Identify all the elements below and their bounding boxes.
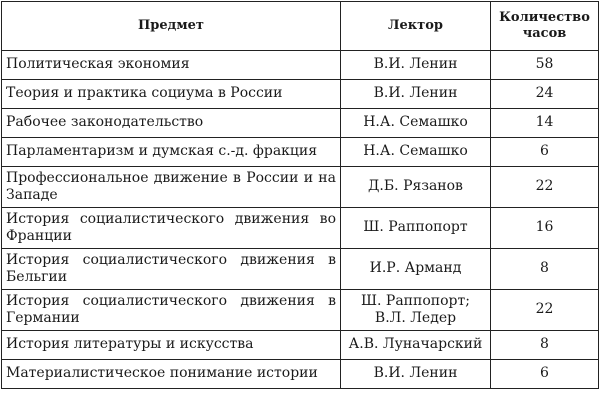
cell-lecturer xyxy=(341,360,491,389)
cell-subject: Парламентаризм и думская с.-д. фракция xyxy=(2,138,341,167)
cell-lecturer xyxy=(341,331,491,360)
table-row xyxy=(2,51,599,80)
cell-lecturer xyxy=(341,208,491,249)
table-row xyxy=(2,208,599,249)
table-row xyxy=(2,138,599,167)
table-header xyxy=(2,2,599,51)
cell-hours: 22 xyxy=(491,290,599,331)
cell-subject: Политическая экономия xyxy=(2,51,341,80)
cell-lecturer xyxy=(341,80,491,109)
cell-hours: 22 xyxy=(491,167,599,208)
cell-subject: Материалистическое понимание истории xyxy=(2,360,341,389)
table-row xyxy=(2,109,599,138)
header-subject: Предмет xyxy=(2,2,341,51)
cell-lecturer xyxy=(341,138,491,167)
cell-hours: 24 xyxy=(491,80,599,109)
cell-subject: История социалистического движения во Франции xyxy=(2,208,341,249)
table-row xyxy=(2,80,599,109)
cell-hours: 8 xyxy=(491,331,599,360)
cell-subject: Рабочее законодательство xyxy=(2,109,341,138)
cell-subject: История социалистического движения в Бельгии xyxy=(2,249,341,290)
lecturer-name: Ш. Раппопорт xyxy=(363,219,468,236)
lecturer-name: В.И. Ленин xyxy=(373,365,458,382)
cell-subject: Профессиональное движение в России и на Западе xyxy=(2,167,341,208)
cell-hours: 8 xyxy=(491,249,599,290)
cell-lecturer xyxy=(341,167,491,208)
lecturer-name: В.И. Ленин xyxy=(373,56,458,73)
header-lecturer: Лектор xyxy=(341,2,491,51)
lecturer-name: Н.А. Семашко xyxy=(363,143,468,160)
lecturer-name: Ш. Раппопорт; xyxy=(361,292,470,309)
header-row xyxy=(2,2,599,51)
cell-lecturer xyxy=(341,109,491,138)
cell-subject: История социалистического движения в Германии xyxy=(2,290,341,331)
cell-subject: Теория и практика социума в России xyxy=(2,80,341,109)
lecturer-name: А.В. Луначарский xyxy=(348,336,483,353)
table-row xyxy=(2,331,599,360)
lecturer-name: И.Р. Арманд xyxy=(369,260,462,277)
cell-hours: 14 xyxy=(491,109,599,138)
lecturer-name: Н.А. Семашко xyxy=(363,114,468,131)
cell-lecturer xyxy=(341,51,491,80)
table-row xyxy=(2,290,599,331)
lecturer-name: В.Л. Ледер xyxy=(374,310,457,326)
cell-hours: 6 xyxy=(491,360,599,389)
table-body xyxy=(2,51,599,389)
cell-hours: 16 xyxy=(491,208,599,249)
table-row xyxy=(2,167,599,208)
cell-lecturer xyxy=(341,249,491,290)
lecturer-name: Д.Б. Рязанов xyxy=(368,178,463,195)
table-row xyxy=(2,360,599,389)
cell-hours: 6 xyxy=(491,138,599,167)
cell-lecturer xyxy=(341,290,491,331)
table-row xyxy=(2,249,599,290)
cell-hours: 58 xyxy=(491,51,599,80)
lecturer-name: В.И. Ленин xyxy=(373,85,458,102)
header-hours: Количество часов xyxy=(491,2,599,51)
cell-subject: История литературы и искусства xyxy=(2,331,341,360)
courses-table xyxy=(1,1,599,389)
